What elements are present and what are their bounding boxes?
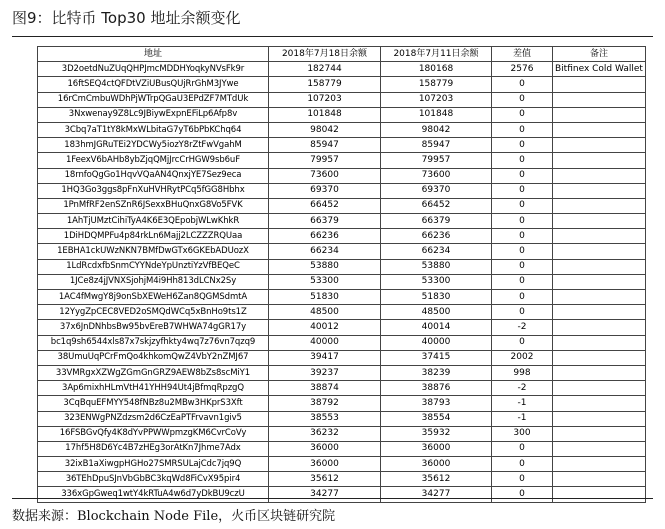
balance-0711-cell: 36000	[381, 457, 492, 472]
table-row	[38, 441, 646, 456]
note-cell	[553, 441, 646, 456]
note-cell	[553, 381, 646, 396]
difference-cell: -2	[492, 381, 553, 396]
balance-0718-cell: 85947	[269, 138, 381, 153]
difference-cell: 0	[492, 107, 553, 122]
balance-0718-cell: 158779	[269, 77, 381, 92]
address-cell: 16rCmCmbuWDhPjWTrpQGaU3EPdZF7MTdUk	[38, 92, 269, 107]
note-cell	[553, 168, 646, 183]
difference-cell: 0	[492, 153, 553, 168]
balance-0711-cell: 79957	[381, 153, 492, 168]
balance-0711-cell: 158779	[381, 77, 492, 92]
balance-0718-cell: 34277	[269, 487, 381, 502]
balance-0718-cell: 40000	[269, 335, 381, 350]
balance-0711-cell: 40000	[381, 335, 492, 350]
balance-0718-cell: 66234	[269, 244, 381, 259]
note-cell	[553, 214, 646, 229]
address-cell: 33VMRgxXZWgZGmGnGRZ9AEW8bZs8scMiY1	[38, 365, 269, 380]
table-row	[38, 396, 646, 411]
difference-cell: 0	[492, 259, 553, 274]
note-cell	[553, 320, 646, 335]
address-cell: 3Nxwenay9Z8Lc9JBiywExpnEFiLp6Afp8v	[38, 107, 269, 122]
note-cell	[553, 426, 646, 441]
note-cell: Bitfinex Cold Wallet	[553, 62, 646, 77]
balance-0718-cell: 48500	[269, 305, 381, 320]
table-row	[38, 62, 646, 77]
difference-cell: 0	[492, 290, 553, 305]
balance-0718-cell: 66452	[269, 198, 381, 213]
table-row	[38, 381, 646, 396]
difference-cell: -2	[492, 320, 553, 335]
note-cell	[553, 274, 646, 289]
address-cell: 1HQ3Go3ggs8pFnXuHVHRytPCq5fGG8Hbhx	[38, 183, 269, 198]
table-row	[38, 274, 646, 289]
table-row	[38, 472, 646, 487]
address-cell: 183hmJGRuTEi2YDCWy5iozY8rZtFwVgahM	[38, 138, 269, 153]
table-row	[38, 107, 646, 122]
note-cell	[553, 350, 646, 365]
address-cell: 16ftSEQ4ctQFDtVZiUBusQUjRrGhM3JYwe	[38, 77, 269, 92]
table-row	[38, 92, 646, 107]
address-cell: 1EBHA1ckUWzNKN7BMfDwGTx6GKEbADUozX	[38, 244, 269, 259]
address-cell: 18rnfoQgGo1HqvVQaAN4QnxjYE7Sez9eca	[38, 168, 269, 183]
balance-0711-cell: 66452	[381, 198, 492, 213]
note-cell	[553, 183, 646, 198]
difference-cell: 0	[492, 198, 553, 213]
address-cell: 12YygZpCEC8VED2oSMQdWCq5xBnHo9ts1Z	[38, 305, 269, 320]
balance-0711-cell: 36000	[381, 441, 492, 456]
difference-cell: 0	[492, 229, 553, 244]
balance-0711-cell: 51830	[381, 290, 492, 305]
table-row	[38, 350, 646, 365]
note-cell	[553, 335, 646, 350]
difference-cell: -1	[492, 411, 553, 426]
difference-cell: 0	[492, 183, 553, 198]
balance-0718-cell: 36000	[269, 441, 381, 456]
balance-0718-cell: 39417	[269, 350, 381, 365]
difference-cell: 0	[492, 335, 553, 350]
address-cell: 1AC4fMwgY8j9onSbXEWeH6Zan8QGMSdmtA	[38, 290, 269, 305]
note-cell	[553, 396, 646, 411]
difference-cell: 300	[492, 426, 553, 441]
balance-0718-cell: 107203	[269, 92, 381, 107]
address-cell: 3Ap6mixhHLmVtH41YHH94Ut4jBfmqRpzgQ	[38, 381, 269, 396]
address-cell: 3CqBquEFMYY548fNBz8u2MBw3HKprS3Xft	[38, 396, 269, 411]
table-body	[38, 62, 646, 502]
table-row	[38, 153, 646, 168]
address-cell: 323ENWgPNZdzsm2d6CzEaPTFrvavn1giv5	[38, 411, 269, 426]
note-cell	[553, 107, 646, 122]
balance-0711-cell: 85947	[381, 138, 492, 153]
column-header-address: 地址	[38, 47, 269, 62]
table-row	[38, 183, 646, 198]
balance-0718-cell: 40012	[269, 320, 381, 335]
balance-0711-cell: 35932	[381, 426, 492, 441]
balance-0718-cell: 66379	[269, 214, 381, 229]
balance-0711-cell: 38793	[381, 396, 492, 411]
column-header-difference: 差值	[492, 47, 553, 62]
balance-0711-cell: 53880	[381, 259, 492, 274]
table-row	[38, 244, 646, 259]
difference-cell: 0	[492, 305, 553, 320]
address-cell: 37x6JnDNhbsBw95bvEreB7WHWA74gGR17y	[38, 320, 269, 335]
address-cell: 1LdRcdxfbSnmCYYNdeYpUnztiYzVfBEQeC	[38, 259, 269, 274]
balance-0711-cell: 107203	[381, 92, 492, 107]
balance-0711-cell: 40014	[381, 320, 492, 335]
difference-cell: -1	[492, 396, 553, 411]
table-row	[38, 77, 646, 92]
balance-0711-cell: 101848	[381, 107, 492, 122]
top-rule	[12, 36, 653, 37]
balance-0711-cell: 73600	[381, 168, 492, 183]
table-row	[38, 411, 646, 426]
difference-cell: 998	[492, 365, 553, 380]
address-cell: 36TEhDpuSJnVbGbBC3kqWd8FiCvX95pir4	[38, 472, 269, 487]
note-cell	[553, 411, 646, 426]
address-cell: 1PnMfRF2enSZnR6JSexxBHuQnxG8Vo5FVK	[38, 198, 269, 213]
note-cell	[553, 92, 646, 107]
note-cell	[553, 244, 646, 259]
difference-cell: 2002	[492, 350, 553, 365]
table-row	[38, 487, 646, 502]
difference-cell: 0	[492, 138, 553, 153]
note-cell	[553, 153, 646, 168]
address-cell: 1AhTjUMztCihiTyA4K6E3QEpobjWLwKhkR	[38, 214, 269, 229]
difference-cell: 0	[492, 244, 553, 259]
bottom-rule	[12, 498, 653, 499]
note-cell	[553, 487, 646, 502]
balance-0711-cell: 38239	[381, 365, 492, 380]
balance-0718-cell: 73600	[269, 168, 381, 183]
balance-0718-cell: 51830	[269, 290, 381, 305]
difference-cell: 0	[492, 122, 553, 137]
address-cell: 1JCe8z4jJVNXSjohjM4i9Hh813dLCNx2Sy	[38, 274, 269, 289]
difference-cell: 0	[492, 441, 553, 456]
balance-0711-cell: 35612	[381, 472, 492, 487]
address-balance-table	[37, 46, 646, 503]
difference-cell: 0	[492, 472, 553, 487]
address-cell: 336xGpGweq1wtY4kRTuA4w6d7yDkBU9czU	[38, 487, 269, 502]
source-note: 数据来源：Blockchain Node File，火币区块链研究院	[12, 509, 336, 524]
balance-0718-cell: 182744	[269, 62, 381, 77]
note-cell	[553, 365, 646, 380]
difference-cell: 2576	[492, 62, 553, 77]
balance-0711-cell: 66236	[381, 229, 492, 244]
address-cell: 17hf5H8D6Yc4B7zHEg3orAtKn7Jhme7Adx	[38, 441, 269, 456]
table-row	[38, 320, 646, 335]
balance-0718-cell: 38874	[269, 381, 381, 396]
balance-0711-cell: 69370	[381, 183, 492, 198]
note-cell	[553, 259, 646, 274]
balance-0711-cell: 66234	[381, 244, 492, 259]
note-cell	[553, 305, 646, 320]
difference-cell: 0	[492, 457, 553, 472]
note-cell	[553, 138, 646, 153]
note-cell	[553, 472, 646, 487]
difference-cell: 0	[492, 214, 553, 229]
table-row	[38, 168, 646, 183]
table-row	[38, 426, 646, 441]
table-header-row	[38, 47, 646, 62]
balance-0718-cell: 98042	[269, 122, 381, 137]
address-cell: 32ixB1aXiwgpHGHo27SMRSULajCdc7jq9Q	[38, 457, 269, 472]
table-row	[38, 138, 646, 153]
balance-0711-cell: 66379	[381, 214, 492, 229]
balance-0718-cell: 36000	[269, 457, 381, 472]
balance-0711-cell: 98042	[381, 122, 492, 137]
column-header-balance-0718: 2018年7月18日余额	[269, 47, 381, 62]
table-row	[38, 305, 646, 320]
address-cell: 3D2oetdNuZUqQHPJmcMDDHYoqkyNVsFk9r	[38, 62, 269, 77]
table-row	[38, 335, 646, 350]
address-cell: 16FSBGvQfy4K8dYvPPWWpmzgKM6CvrCoVy	[38, 426, 269, 441]
difference-cell: 0	[492, 77, 553, 92]
balance-0718-cell: 36232	[269, 426, 381, 441]
address-cell: 3Cbq7aT1tY8kMxWLbitaG7yT6bPbKChq64	[38, 122, 269, 137]
balance-0711-cell: 38876	[381, 381, 492, 396]
difference-cell: 0	[492, 92, 553, 107]
balance-0718-cell: 101848	[269, 107, 381, 122]
balance-0718-cell: 69370	[269, 183, 381, 198]
address-cell: bc1q9sh6544xls87x7skjzyfhkty4wq7z76vn7qzq9	[38, 335, 269, 350]
table-row	[38, 122, 646, 137]
difference-cell: 0	[492, 168, 553, 183]
table-row	[38, 365, 646, 380]
balance-0718-cell: 38553	[269, 411, 381, 426]
note-cell	[553, 77, 646, 92]
balance-0718-cell: 38792	[269, 396, 381, 411]
balance-0718-cell: 53880	[269, 259, 381, 274]
balance-0711-cell: 37415	[381, 350, 492, 365]
note-cell	[553, 122, 646, 137]
table-row	[38, 214, 646, 229]
figure-title: 图9：比特币 Top30 地址余额变化	[12, 9, 241, 27]
table-row	[38, 457, 646, 472]
balance-0711-cell: 34277	[381, 487, 492, 502]
balance-0718-cell: 79957	[269, 153, 381, 168]
balance-0711-cell: 48500	[381, 305, 492, 320]
table-row	[38, 198, 646, 213]
table-row	[38, 229, 646, 244]
table-row	[38, 259, 646, 274]
balance-0711-cell: 38554	[381, 411, 492, 426]
note-cell	[553, 290, 646, 305]
column-header-note: 备注	[553, 47, 646, 62]
balance-0718-cell: 35612	[269, 472, 381, 487]
address-cell: 38UmuUqPCrFmQo4khkomQwZ4VbY2nZMJ67	[38, 350, 269, 365]
balance-0718-cell: 53300	[269, 274, 381, 289]
balance-0711-cell: 53300	[381, 274, 492, 289]
note-cell	[553, 457, 646, 472]
address-cell: 1DiHDQMPFu4p84rkLn6Majj2LCZZZRQUaa	[38, 229, 269, 244]
difference-cell: 0	[492, 487, 553, 502]
table-row	[38, 290, 646, 305]
balance-0718-cell: 39237	[269, 365, 381, 380]
note-cell	[553, 229, 646, 244]
note-cell	[553, 198, 646, 213]
balance-0711-cell: 180168	[381, 62, 492, 77]
balance-0718-cell: 66236	[269, 229, 381, 244]
difference-cell: 0	[492, 274, 553, 289]
column-header-balance-0711: 2018年7月11日余额	[381, 47, 492, 62]
address-cell: 1FeexV6bAHb8ybZjqQMjJrcCrHGW9sb6uF	[38, 153, 269, 168]
